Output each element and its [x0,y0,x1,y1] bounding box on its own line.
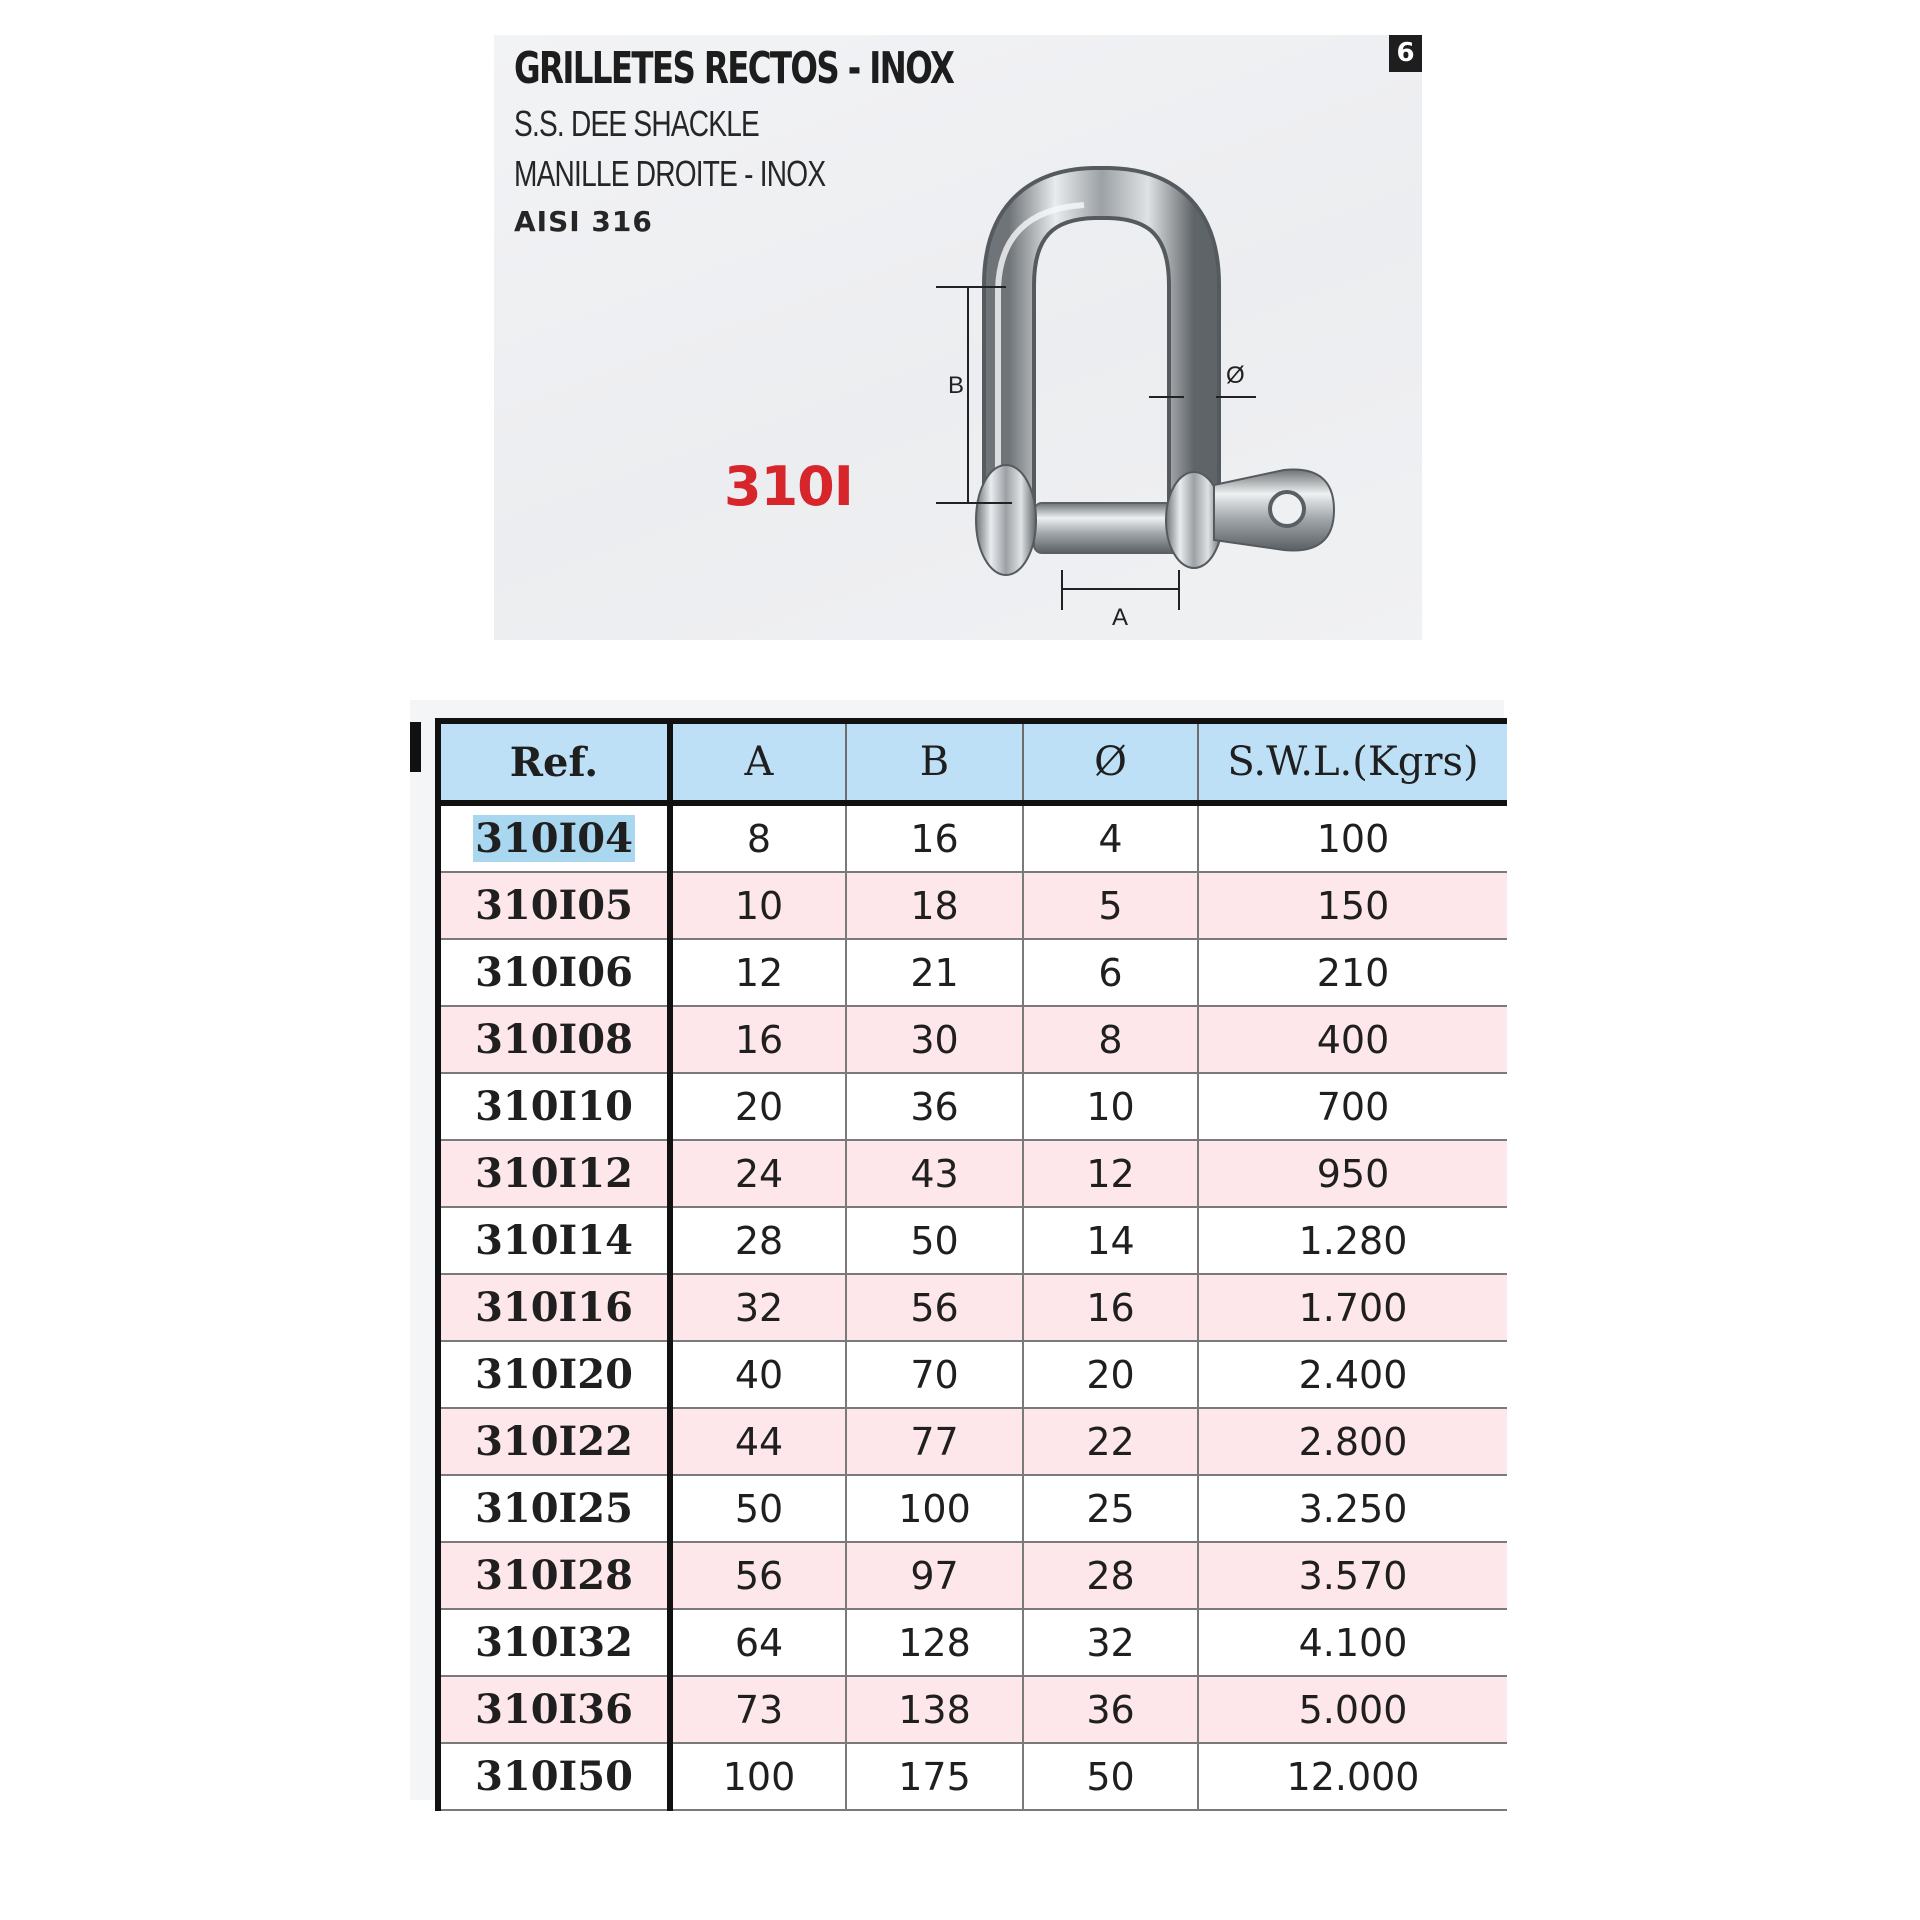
table-row [438,1743,1507,1810]
swl-cell: 3.250 [1198,1475,1507,1542]
table-row [438,1475,1507,1542]
diameter-cell: 16 [1023,1274,1198,1341]
swl-cell: 2.400 [1198,1341,1507,1408]
dimension-label-b: B [948,372,965,399]
table-row [438,1676,1507,1743]
table-side-marker [410,722,421,772]
header-diameter: Ø [1023,721,1198,803]
b-cell: 30 [846,1006,1023,1073]
product-header-panel [494,35,1422,640]
ref-cell: 310I08 [438,1006,670,1073]
diameter-cell: 22 [1023,1408,1198,1475]
a-cell: 56 [670,1542,846,1609]
dimension-label-diameter: Ø [1226,362,1245,389]
ref-cell: 310I25 [438,1475,670,1542]
a-cell: 10 [670,872,846,939]
a-cell: 64 [670,1609,846,1676]
a-cell: 50 [670,1475,846,1542]
shackle-pin-eye [1214,470,1334,551]
product-title: GRILLETES RECTOS - INOX [514,43,954,94]
diameter-cell: 28 [1023,1542,1198,1609]
diameter-cell: 8 [1023,1006,1198,1073]
diameter-cell: 6 [1023,939,1198,1006]
b-cell: 175 [846,1743,1023,1810]
product-subtitle-french: MANILLE DROITE - INOX [514,153,826,194]
diameter-cell: 4 [1023,803,1198,872]
swl-cell: 100 [1198,803,1507,872]
swl-cell: 2.800 [1198,1408,1507,1475]
diameter-cell: 5 [1023,872,1198,939]
b-cell: 100 [846,1475,1023,1542]
ref-cell: 310I50 [438,1743,670,1810]
a-cell: 44 [670,1408,846,1475]
a-cell: 8 [670,803,846,872]
b-cell: 97 [846,1542,1023,1609]
a-cell: 24 [670,1140,846,1207]
ref-cell: 310I05 [438,872,670,939]
b-cell: 21 [846,939,1023,1006]
swl-cell: 3.570 [1198,1542,1507,1609]
ref-cell: 310I28 [438,1542,670,1609]
a-cell: 32 [670,1274,846,1341]
diameter-cell: 20 [1023,1341,1198,1408]
table-row [438,1006,1507,1073]
ref-cell: 310I14 [438,1207,670,1274]
swl-cell: 1.700 [1198,1274,1507,1341]
diameter-cell: 10 [1023,1073,1198,1140]
dee-shackle-diagram [894,165,1414,635]
model-code: 310I [724,455,853,518]
a-cell: 73 [670,1676,846,1743]
b-cell: 18 [846,872,1023,939]
b-cell: 36 [846,1073,1023,1140]
header-ref: Ref. [438,721,670,803]
diameter-cell: 25 [1023,1475,1198,1542]
a-cell: 100 [670,1743,846,1810]
ref-cell: 310I22 [438,1408,670,1475]
ref-cell: 310I06 [438,939,670,1006]
b-cell: 16 [846,803,1023,872]
selected-ref-text[interactable]: 310I04 [475,815,633,862]
ref-cell: 310I10 [438,1073,670,1140]
ref-cell[interactable] [438,803,670,872]
product-subtitle-english: S.S. DEE SHACKLE [514,103,760,144]
diameter-cell: 14 [1023,1207,1198,1274]
table-header-row [438,721,1507,803]
table-row [438,1140,1507,1207]
b-cell: 43 [846,1140,1023,1207]
swl-cell: 950 [1198,1140,1507,1207]
swl-cell: 12.000 [1198,1743,1507,1810]
table-row [438,939,1507,1006]
a-cell: 40 [670,1341,846,1408]
swl-cell: 1.280 [1198,1207,1507,1274]
swl-cell: 400 [1198,1006,1507,1073]
table-row [438,1609,1507,1676]
table-row [438,1408,1507,1475]
header-swl: S.W.L.(Kgrs) [1198,721,1507,803]
b-cell: 77 [846,1408,1023,1475]
swl-cell: 700 [1198,1073,1507,1140]
swl-cell: 5.000 [1198,1676,1507,1743]
a-cell: 20 [670,1073,846,1140]
b-cell: 70 [846,1341,1023,1408]
table-row [438,1073,1507,1140]
ref-cell: 310I32 [438,1609,670,1676]
shackle-pin [976,465,1222,575]
diameter-cell: 12 [1023,1140,1198,1207]
header-b: B [846,721,1023,803]
swl-cell: 150 [1198,872,1507,939]
diameter-cell: 32 [1023,1609,1198,1676]
b-cell: 50 [846,1207,1023,1274]
b-cell: 56 [846,1274,1023,1341]
table-row [438,1207,1507,1274]
swl-cell: 210 [1198,939,1507,1006]
table-row [438,803,1507,872]
diameter-cell: 36 [1023,1676,1198,1743]
ref-cell: 310I16 [438,1274,670,1341]
table-row [438,1341,1507,1408]
ref-cell: 310I36 [438,1676,670,1743]
material-grade: AISI 316 [514,205,653,238]
table-row [438,1274,1507,1341]
a-cell: 16 [670,1006,846,1073]
ref-cell: 310I20 [438,1341,670,1408]
page-number-badge: 6 [1389,35,1422,72]
b-cell: 128 [846,1609,1023,1676]
diameter-cell: 50 [1023,1743,1198,1810]
table-row [438,1542,1507,1609]
swl-cell: 4.100 [1198,1609,1507,1676]
dimension-label-a: A [1112,604,1129,631]
header-a: A [670,721,846,803]
ref-cell: 310I12 [438,1140,670,1207]
b-cell: 138 [846,1676,1023,1743]
table-row [438,872,1507,939]
spec-table [435,718,1507,1811]
a-cell: 28 [670,1207,846,1274]
a-cell: 12 [670,939,846,1006]
